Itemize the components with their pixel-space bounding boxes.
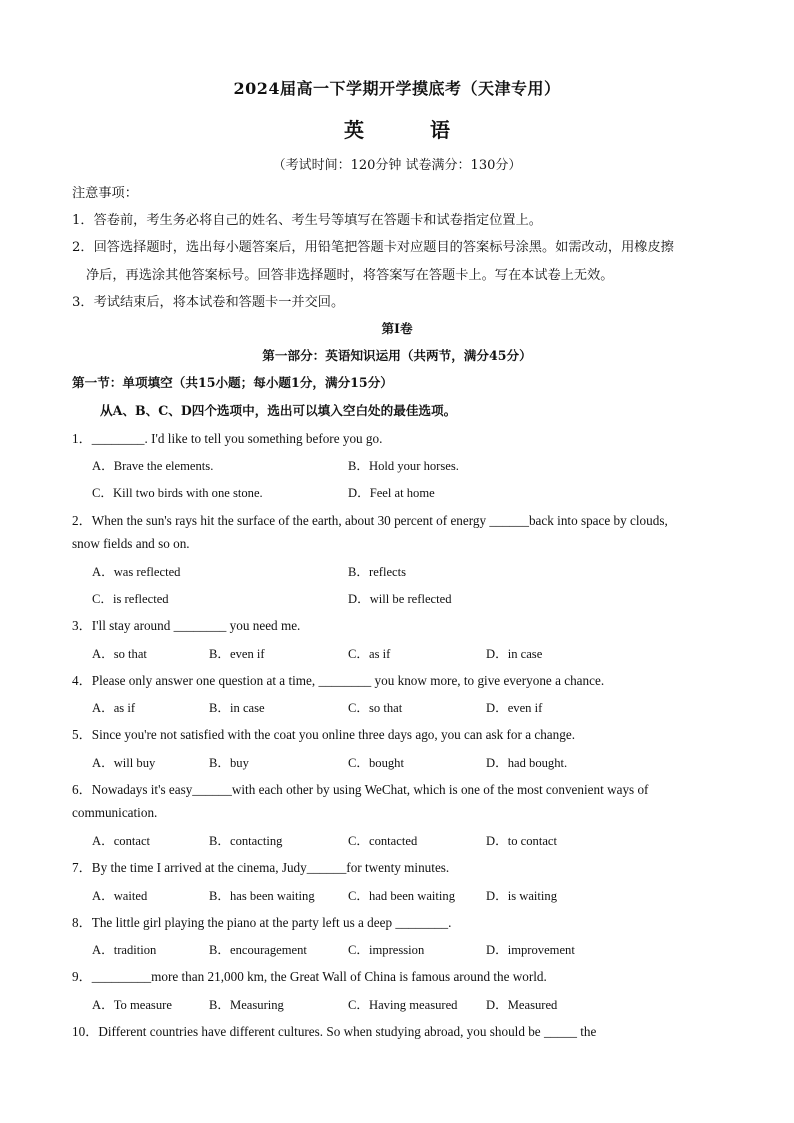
question-stem: 10．Different countries have different cultures. So when studying abroad, you should be _____ the (72, 1024, 597, 1039)
option-d: D．will be reflected (348, 592, 452, 606)
part-heading: 第一部分：英语知识运用（共两节，满分45分） (262, 348, 532, 363)
question-stem: 6．Nowadays it's easy______with each other by using WeChat, which is one of the most convenient ways of (72, 782, 649, 797)
option-c: C．is reflected (92, 592, 169, 606)
option-a: A．so that (92, 647, 147, 661)
option-b: B．reflects (348, 565, 407, 579)
option-a: A．tradition (92, 943, 157, 957)
notice-heading: 注意事项： (72, 186, 138, 201)
question-stem: 7．By the time I arrived at the cinema, Judy______for twenty minutes. (72, 860, 450, 875)
section-heading: 第一节：单项填空（共15小题；每小题1分，满分15分） (72, 375, 393, 390)
question-stem: 4．Please only answer one question at a time, ________ you know more, to give everyone a chance. (72, 673, 605, 688)
question-stem-cont: snow fields and so on. (72, 536, 190, 551)
question-stem: 9．_________more than 21,000 km, the Great Wall of China is famous around the world. (72, 969, 547, 984)
option-c: C．so that (348, 701, 403, 715)
option-d: D．even if (486, 701, 543, 715)
notice-item-2-cont: 净后，再选涂其他答案标号。回答非选择题时，将答案写在答题卡上。写在本试卷上无效。 (86, 268, 614, 283)
option-c: C．bought (348, 756, 404, 770)
option-c: C．Having measured (348, 998, 458, 1012)
option-b: B．Measuring (209, 998, 284, 1012)
option-b: B．encouragement (209, 943, 307, 957)
option-a: A．as if (92, 701, 136, 715)
option-d: D．improvement (486, 943, 575, 957)
option-d: D．in case (486, 647, 543, 661)
option-b: B．buy (209, 756, 249, 770)
option-c: C．as if (348, 647, 391, 661)
subject-char-2: 语 (430, 118, 450, 142)
option-b: B．Hold your horses. (348, 459, 459, 473)
option-c: C．impression (348, 943, 425, 957)
option-d: D．Feel at home (348, 486, 435, 500)
notice-item-2: 2．回答选择题时，选出每小题答案后，用铅笔把答题卡对应题目的答案标号涂黑。如需改动，用橡皮擦 (72, 240, 674, 255)
section-instruction: 从A、B、C、D四个选项中，选出可以填入空白处的最佳选项。 (100, 403, 457, 418)
option-c: C．contacted (348, 834, 418, 848)
option-a: A．Brave the elements. (92, 459, 214, 473)
subject-char-1: 英 (344, 118, 364, 142)
notice-item-3: 3．考试结束后，将本试卷和答题卡一并交回。 (72, 295, 345, 310)
option-a: A．was reflected (92, 565, 181, 579)
option-d: D．is waiting (486, 889, 558, 903)
option-a: A．will buy (92, 756, 156, 770)
question-stem: 3．I'll stay around ________ you need me. (72, 618, 301, 633)
option-a: A．waited (92, 889, 148, 903)
option-a: A．To measure (92, 998, 172, 1012)
option-d: D．had bought. (486, 756, 568, 770)
exam-meta: （考试时间：120分钟 试卷满分：130分） (272, 158, 522, 173)
option-c: C．Kill two birds with one stone. (92, 486, 263, 500)
option-b: B．even if (209, 647, 265, 661)
option-d: D．Measured (486, 998, 558, 1012)
option-c: C．had been waiting (348, 889, 456, 903)
option-a: A．contact (92, 834, 151, 848)
notice-item-1: 1．答卷前，考生务必将自己的姓名、考生号等填写在答题卡和试卷指定位置上。 (72, 213, 542, 228)
volume-label: 第I卷 (381, 321, 413, 336)
question-stem: 1．________. I'd like to tell you something before you go. (72, 431, 383, 446)
option-b: B．in case (209, 701, 265, 715)
question-stem: 5．Since you're not satisfied with the coat you online three days ago, you can ask for a change. (72, 727, 575, 742)
question-stem-cont: communication. (72, 805, 158, 820)
option-b: B．has been waiting (209, 889, 315, 903)
page-title: 2024届高一下学期开学摸底考（天津专用） (233, 79, 561, 98)
question-stem: 2．When the sun's rays hit the surface of the earth, about 30 percent of energy ______back into space by clouds, (72, 513, 668, 528)
option-d: D．to contact (486, 834, 557, 848)
subject-title (0, 114, 794, 143)
question-stem: 8．The little girl playing the piano at the party left us a deep ________. (72, 915, 452, 930)
option-b: B．contacting (209, 834, 283, 848)
